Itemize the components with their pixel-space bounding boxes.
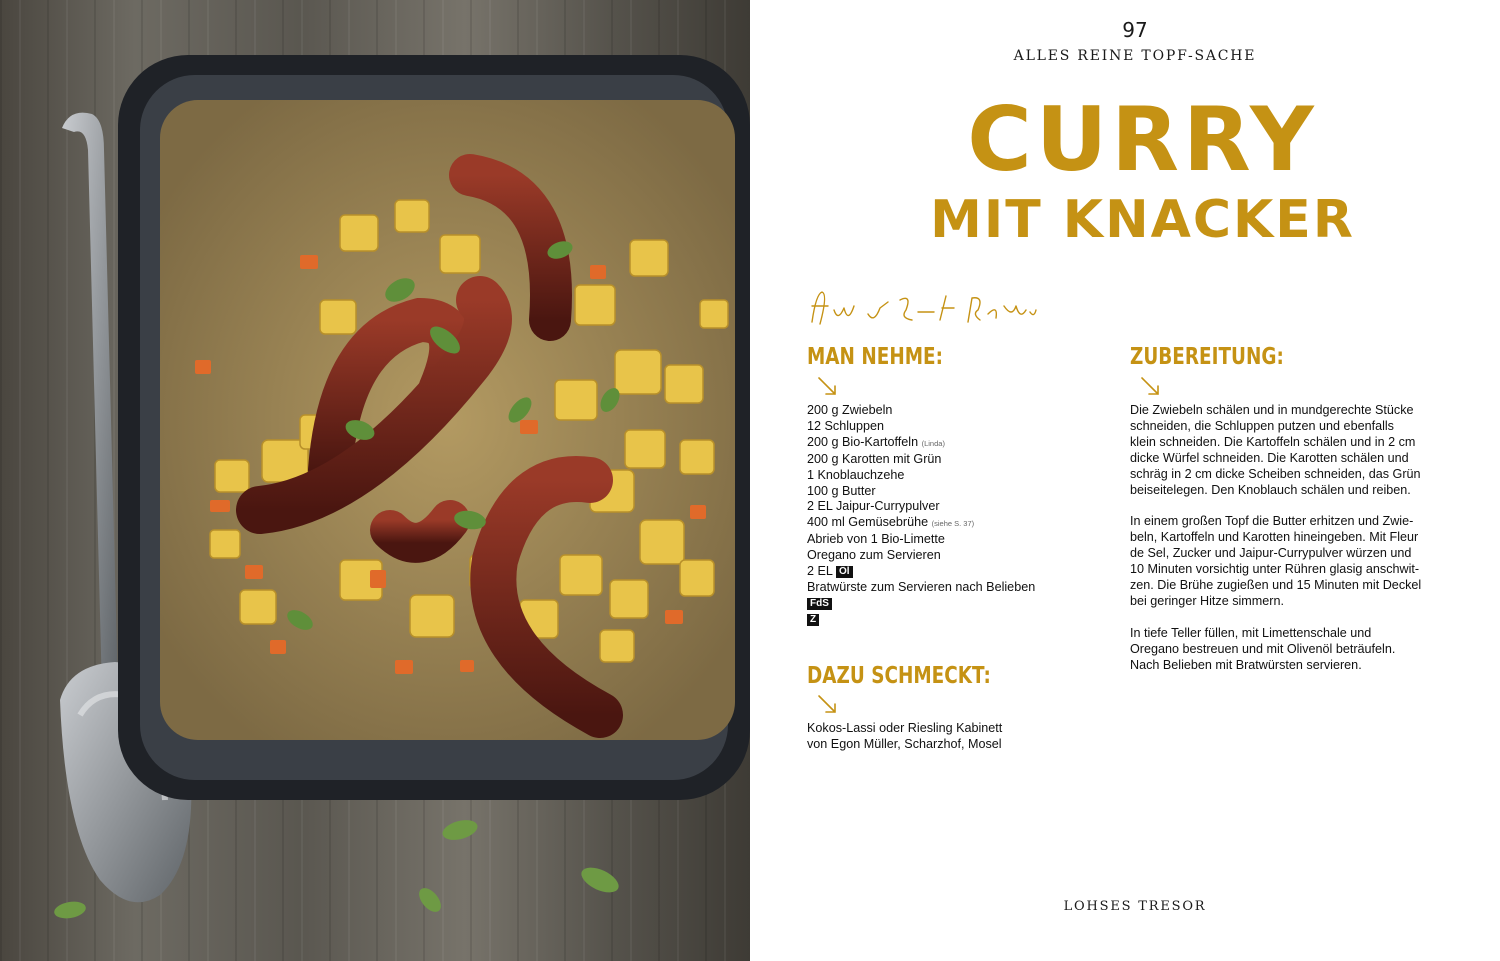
ingredient-item bbox=[807, 499, 1107, 515]
preparation-line: zen. Die Brühe zugießen und 15 Minuten mit Deckel bbox=[1130, 578, 1422, 593]
preparation-line: Nach Belieben mit Bratwürsten servieren. bbox=[1130, 657, 1362, 672]
ingredient-item bbox=[807, 468, 1107, 484]
handwriting-scribble bbox=[808, 284, 1038, 334]
preparation-line: 10 Minuten vorsichtig unter Rühren glasig anschwit- bbox=[1130, 562, 1420, 577]
ingredient-item bbox=[807, 612, 1107, 628]
preparation-text bbox=[1130, 403, 1450, 690]
preparation-line: dicke Würfel schneiden. Die Karotten schälen und bbox=[1130, 450, 1409, 465]
pairing-text bbox=[807, 721, 1107, 753]
preparation-line: de Sel, Zucker und Jaipur-Currypulver würzen und bbox=[1130, 546, 1412, 561]
ingredient-item bbox=[807, 548, 1107, 564]
ingredient-tag-badge: Öl bbox=[836, 566, 853, 578]
preparation-line: schneiden, die Schluppen putzen und ebenfalls bbox=[1130, 418, 1394, 433]
pairing-heading: DAZU SCHMECKT: bbox=[807, 663, 991, 689]
ingredient-text: 200 g Zwiebeln bbox=[807, 403, 893, 417]
servings-handwritten bbox=[808, 284, 1038, 338]
ingredient-item bbox=[807, 435, 1107, 452]
pairing-line: von Egon Müller, Scharzhof, Mosel bbox=[807, 736, 1002, 751]
ingredient-item bbox=[807, 580, 1107, 596]
ingredient-item bbox=[807, 515, 1107, 532]
ingredient-text: 400 ml Gemüsebrühe bbox=[807, 515, 932, 530]
ingredient-text: 2 EL bbox=[807, 564, 836, 579]
ingredient-text: 200 g Karotten mit Grün bbox=[807, 451, 942, 466]
preparation-paragraph bbox=[1130, 514, 1450, 609]
preparation-line: In einem großen Topf die Butter erhitzen und Zwie- bbox=[1130, 514, 1414, 529]
ingredient-item bbox=[807, 452, 1107, 468]
recipe-title-line1: CURRY bbox=[967, 88, 1318, 191]
preparation-arrow-icon bbox=[1140, 376, 1162, 398]
page-number: 97 bbox=[1122, 18, 1148, 42]
ingredient-item bbox=[807, 532, 1107, 548]
ingredient-tag-badge: Z bbox=[807, 614, 819, 626]
pairing-line: Kokos-Lassi oder Riesling Kabinett bbox=[807, 721, 1003, 735]
ingredient-text: 2 EL Jaipur-Currypulver bbox=[807, 499, 940, 514]
preparation-line: In tiefe Teller füllen, mit Limettenschale und bbox=[1130, 625, 1372, 640]
ingredient-text: 1 Knoblauchzehe bbox=[807, 467, 905, 482]
preparation-line: klein schneiden. Die Kartoffeln schälen und in 2 cm bbox=[1130, 434, 1416, 449]
pairing-arrow-icon bbox=[817, 694, 839, 716]
preparation-line: bei geringer Hitze simmern. bbox=[1130, 593, 1284, 608]
preparation-line: Oregano bestreuen und mit Olivenöl beträufeln. bbox=[1130, 641, 1396, 656]
ingredient-text: Bratwürste zum Servieren nach Belieben bbox=[807, 579, 1036, 594]
preparation-paragraph bbox=[1130, 626, 1450, 674]
preparation-line: beiseitelegen. Den Knoblauch schälen und reiben. bbox=[1130, 482, 1411, 497]
ingredients-heading: MAN NEHME: bbox=[807, 344, 943, 370]
preparation-line: schräg in 2 cm dicke Scheiben schneiden, das Grün bbox=[1130, 466, 1421, 481]
ingredient-text: 100 g Butter bbox=[807, 483, 876, 498]
ingredients-arrow-icon bbox=[817, 376, 839, 398]
book-footer: LOHSES TRESOR bbox=[1063, 899, 1207, 914]
ingredient-item bbox=[807, 596, 1107, 612]
ingredient-list bbox=[807, 403, 1107, 628]
ingredient-item bbox=[807, 403, 1107, 419]
preparation-paragraph bbox=[1130, 403, 1450, 498]
recipe-title-line2: MIT KNACKER bbox=[930, 190, 1355, 250]
ingredient-item bbox=[807, 419, 1107, 435]
ingredient-note: (Linda) bbox=[921, 438, 945, 448]
ingredient-text: 12 Schluppen bbox=[807, 418, 885, 433]
preparation-heading: ZUBEREITUNG: bbox=[1130, 344, 1284, 370]
ingredient-text: Oregano zum Servieren bbox=[807, 548, 941, 563]
ingredient-note: (siehe S. 37) bbox=[931, 519, 975, 529]
preparation-line: beln, Kartoffeln und Karotten hineingeben. Mit Fleur bbox=[1130, 530, 1419, 545]
ingredient-tag-badge: FdS bbox=[807, 598, 832, 610]
chapter-title: ALLES REINE TOPF-SACHE bbox=[1013, 48, 1257, 64]
ingredient-text: Abrieb von 1 Bio-Limette bbox=[807, 532, 945, 547]
preparation-line: Die Zwiebeln schälen und in mundgerechte Stücke bbox=[1130, 403, 1414, 417]
ingredient-item bbox=[807, 484, 1107, 500]
ingredient-text: 200 g Bio-Kartoffeln bbox=[807, 434, 922, 449]
ingredient-item bbox=[807, 564, 1107, 580]
